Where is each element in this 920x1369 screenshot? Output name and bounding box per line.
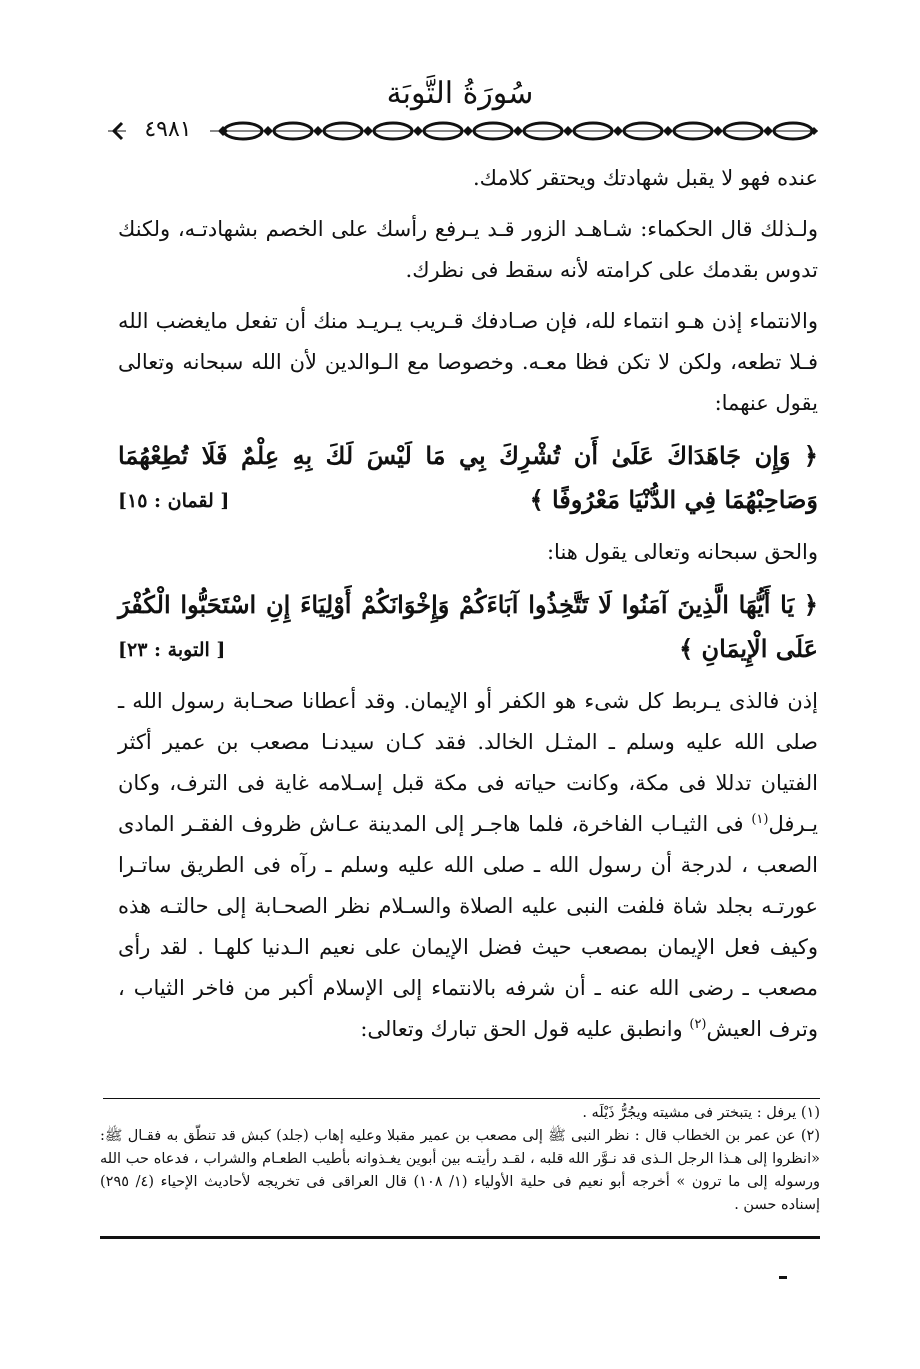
- verse-text: ﴿ وَإِن جَاهَدَاكَ عَلَىٰ أَن تُشْرِكَ بِي مَا لَيْسَ لَكَ بِهِ عِلْمٌ فَلَا تُطِعْهُمَا وَصَاحِبْهُمَا فِي الدُّنْيَا مَعْرُوفًا ﴾: [118, 441, 818, 514]
- paragraph: ولـذلك قال الحكماء: شـاهـد الزور قـد يـرفع رأسك على الخصم بشهادتـه، ولكنك تدوس بقدمك على كرامته لأنه سقط فى نظرك.: [118, 217, 818, 282]
- paragraph-text: فى الثيـاب الفاخرة، فلما هاجـر إلى المدينة عـاش ظروف الفقـر المادى الصعب ، لدرجة أن رسول الله ـ صلى الله عليه وسلم ـ رآه فى الطريق ساتـرا عورتـه بجلد شاة فلفت النبى عليه الصلاة والسـلام نظر الصحـابة إلى حالتـه هذه وكيف فعل الإيمان بمصعب حيث فضل الإيمان على نعيم الـدنيا كلهـا . لقد رأى مصعب ـ رضى الله عنه ـ أن شرفه بالانتماء إلى الإسلام أكبر من فاخر الثياب ، وترف العيش: [118, 812, 818, 1041]
- verse-text: ﴿ يَا أَيُّهَا الَّذِينَ آمَنُوا لَا تَتَّخِذُوا آبَاءَكُمْ وَإِخْوَانَكُمْ أَوْلِيَاءَ إِنِ اسْتَحَبُّوا الْكُفْرَ عَلَى الْإِيمَانِ ﴾: [118, 590, 818, 663]
- paragraph: والانتماء إذن هـو انتماء لله، فإن صـادفك قـريب يـريـد منك أن تفعل مايغضب الله فـلا تطعه، ولكن لا تكن فظا معـه. وخصوصا مع الـوالدين لأن الله سبحانه وتعالى يقول عنهما:: [118, 309, 818, 415]
- surah-title: سُورَةُ التَّوبَة: [386, 76, 534, 111]
- paragraph: والحق سبحانه وتعالى يقول هنا:: [546, 540, 818, 564]
- footnote: (١) يرفل : يتبختر فى مشيته ويجُرُّ ذَيْلَه .: [582, 1105, 820, 1121]
- page-number: ٤٩٨١: [126, 114, 210, 146]
- footnotes: [100, 1102, 820, 1217]
- bottom-divider: [100, 1236, 820, 1239]
- main-text: [118, 158, 818, 1060]
- quran-verse-block: [118, 434, 818, 522]
- footnote-marker[interactable]: (٢): [689, 1017, 707, 1032]
- footnote: (٢) عن عمر بن الخطاب قال : نظر النبى ﷺ إلى مصعب بن عمير مقبلا وعليه إهاب (جلد) كبش قد تنطّق به فقـال ﷺ: «انظروا إلى هـذا الرجل الـذى قد نـوَّر الله قلبه ، لقـد رأيتـه بين أبوين يغـذوانه بأطيب الطعـام والشراب ، فدعاه حب الله ورسوله إلى ما ترون » أخرجه أبو نعيم فى حلية الأولياء (١/ ١٠٨) قال العراقى فى تخريجه لأحاديث الإحياء (٤/ ٢٩٥) إسناده حسن .: [100, 1128, 820, 1213]
- footnote-divider: [103, 1098, 820, 1099]
- ornamental-border: [108, 118, 818, 144]
- quran-verse-block: [118, 583, 818, 671]
- paragraph: عنده فهو لا يقبل شهادتك ويحتقر كلامك.: [472, 166, 818, 190]
- verse-reference: [ لقمان : ١٥]: [118, 490, 230, 512]
- paragraph-text: وانطبق عليه قول الحق تبارك وتعالى:: [360, 1017, 690, 1041]
- paragraph: [118, 681, 818, 1050]
- verse-reference: [ التوبة : ٢٣]: [118, 639, 226, 661]
- paragraph-text: إذن فالذى يـربط كل شىء هو الكفر أو الإيمان. وقد أعطانا صحـابة رسول الله ـ صلى الله عليه وسلم ـ المثـل الخالد. فقد كـان سيدنـا مصعب بن عمير أكثر الفتيان تدللا فى مكة، وكانت حياته فى مكة قبل إسـلامه غاية فى الترف، وكان يـرفل: [118, 689, 818, 836]
- print-mark: [779, 1276, 787, 1279]
- footnote-marker[interactable]: (١): [751, 812, 769, 827]
- ornament-chain-icon: [108, 118, 818, 144]
